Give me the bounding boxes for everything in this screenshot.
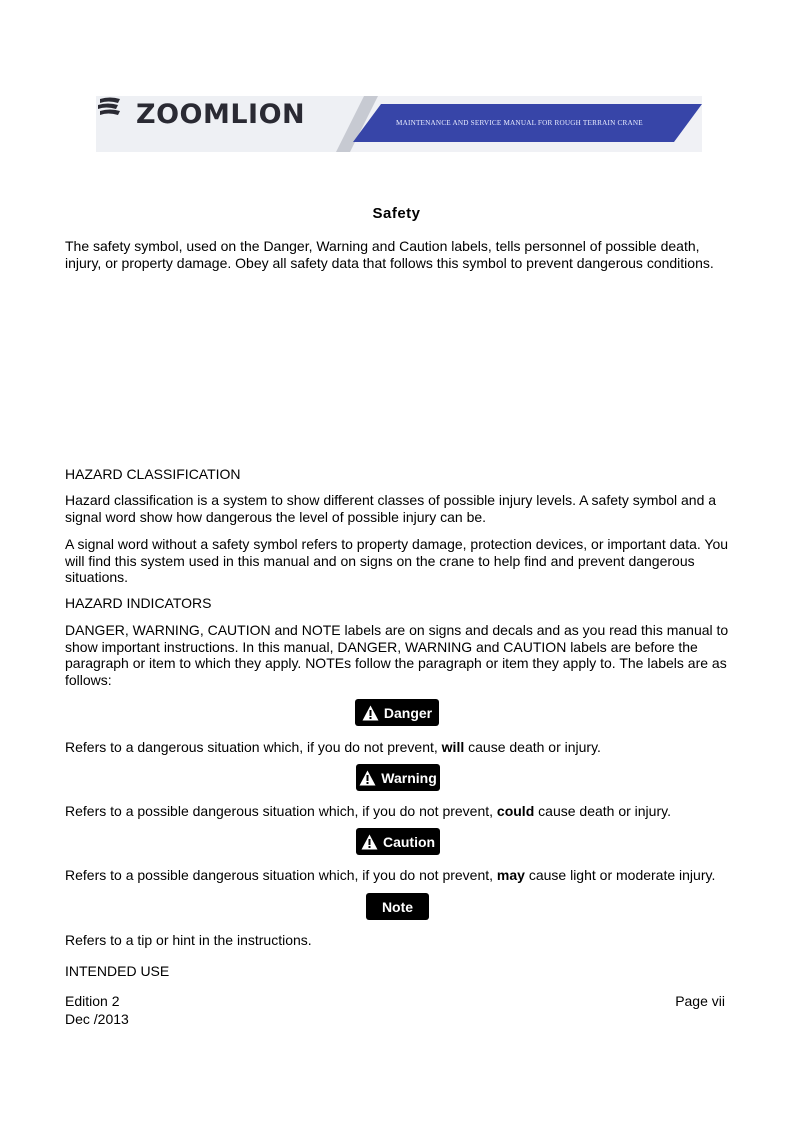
footer-date: Dec /2013 <box>65 1011 129 1027</box>
warning-label-text: Warning <box>381 769 437 786</box>
note-description: Refers to a tip or hint in the instructions. <box>65 932 312 948</box>
caution-label <box>356 828 440 855</box>
hazard-classification-paragraph-2: A signal word without a safety symbol refers to property damage, protection devices, or important data. You will find this system used in this manual and on signs on the crane to help find and prevent dangerous situations. <box>65 536 729 585</box>
zoomlion-logo-icon <box>96 96 122 118</box>
page-title: Safety <box>372 205 421 222</box>
header-banner <box>96 96 702 152</box>
warning-description: Refers to a possible dangerous situation which, if you do not prevent, could cause death or injury. <box>65 803 671 819</box>
footer-edition: Edition 2 <box>65 993 120 1009</box>
note-label-text: Note <box>381 898 414 915</box>
danger-label <box>355 699 439 726</box>
hazard-classification-heading: HAZARD CLASSIFICATION <box>65 466 241 482</box>
caution-label-text: Caution <box>382 833 436 850</box>
hazard-classification-paragraph-1: Hazard classification is a system to show different classes of possible injury levels. A safety symbol and a signal word show how dangerous the level of possible injury can be. <box>65 492 717 525</box>
danger-description: Refers to a dangerous situation which, if you do not prevent, will cause death or injury. <box>65 739 601 755</box>
manual-subtitle: MAINTENANCE AND SERVICE MANUAL FOR ROUGH TERRAIN CRANE <box>396 119 643 127</box>
warning-triangle-icon <box>362 705 379 721</box>
intro-paragraph: The safety symbol, used on the Danger, Warning and Caution labels, tells personnel of possible death, injury, or property damage. Obey all safety data that follows this symbol to prevent dangerous conditions. <box>65 238 714 271</box>
page-number: Page vii <box>675 993 725 1009</box>
brand-name: ZOOMLION <box>136 99 306 130</box>
hazard-indicators-heading: HAZARD INDICATORS <box>65 595 212 611</box>
intended-use-heading: INTENDED USE <box>65 963 170 979</box>
caution-description: Refers to a possible dangerous situation which, if you do not prevent, may cause light or moderate injury. <box>65 867 716 883</box>
note-label <box>366 893 429 920</box>
warning-label <box>356 764 440 791</box>
hazard-indicators-paragraph: DANGER, WARNING, CAUTION and NOTE labels are on signs and decals and as you read this manual to show important instructions. In this manual, DANGER, WARNING and CAUTION labels are before the paragraph or item to which they apply. NOTEs follow the paragraph or item they apply to. The labels are as follows: <box>65 622 729 688</box>
warning-triangle-icon <box>359 770 376 786</box>
warning-triangle-icon <box>361 834 378 850</box>
danger-label-text: Danger <box>383 704 433 721</box>
